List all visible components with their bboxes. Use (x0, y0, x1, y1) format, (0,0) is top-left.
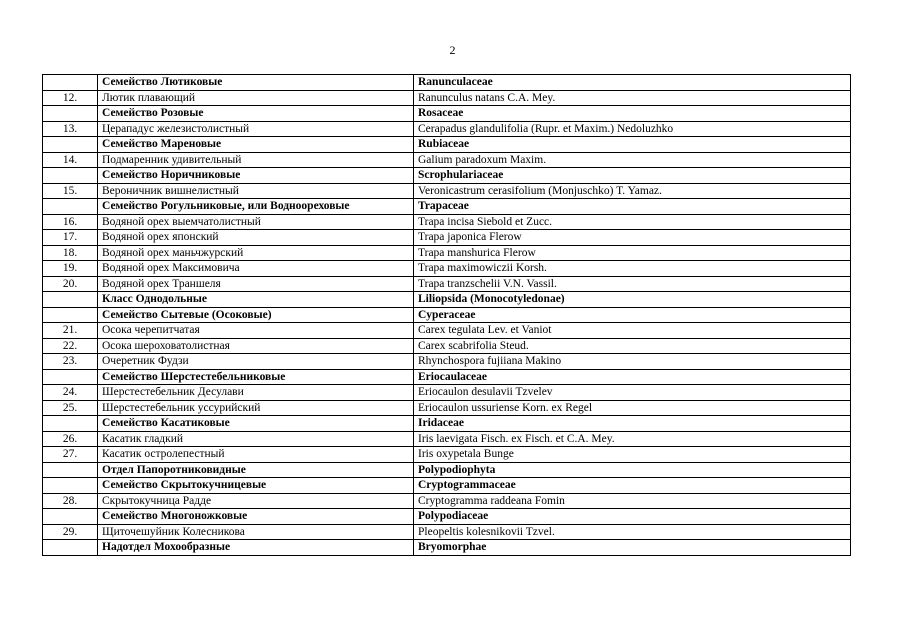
latin-name-cell: Scrophulariaceae (414, 168, 851, 184)
russian-name-cell: Очеретник Фудзи (98, 354, 414, 370)
latin-name-cell: Rhynchospora fujiiana Makino (414, 354, 851, 370)
taxon-group-row (43, 416, 851, 432)
species-table-body (43, 75, 851, 556)
latin-name-cell: Polypodiaceae (414, 509, 851, 525)
russian-name-cell: Класс Однодольные (98, 292, 414, 308)
russian-name-cell: Подмаренник удивительный (98, 152, 414, 168)
russian-name-cell: Семейство Рогульниковые, или Водноореховые (98, 199, 414, 215)
latin-name-cell: Polypodiophyta (414, 462, 851, 478)
russian-name-cell: Скрытокучница Радде (98, 493, 414, 509)
latin-name-cell: Iridaceae (414, 416, 851, 432)
species-row (43, 400, 851, 416)
latin-name-cell: Eriocaulon desulavii Tzvelev (414, 385, 851, 401)
russian-name-cell: Семейство Лютиковые (98, 75, 414, 91)
latin-name-cell: Veronicastrum cerasifolium (Monjuschko) T. Yamaz. (414, 183, 851, 199)
russian-name-cell: Семейство Мареновые (98, 137, 414, 153)
species-row (43, 385, 851, 401)
row-number-cell: 12. (43, 90, 98, 106)
taxon-group-row (43, 478, 851, 494)
russian-name-cell: Водяной орех маньчжурский (98, 245, 414, 261)
row-number-cell (43, 462, 98, 478)
taxon-group-row (43, 462, 851, 478)
latin-name-cell: Trapa japonica Flerow (414, 230, 851, 246)
species-row (43, 276, 851, 292)
species-row (43, 214, 851, 230)
row-number-cell: 20. (43, 276, 98, 292)
taxon-group-row (43, 369, 851, 385)
row-number-cell (43, 307, 98, 323)
latin-name-cell: Cyperaceae (414, 307, 851, 323)
russian-name-cell: Осока шероховатолистная (98, 338, 414, 354)
latin-name-cell: Liliopsida (Monocotyledonae) (414, 292, 851, 308)
latin-name-cell: Iris oxypetala Bunge (414, 447, 851, 463)
latin-name-cell: Ranunculus natans C.A. Mey. (414, 90, 851, 106)
row-number-cell: 24. (43, 385, 98, 401)
row-number-cell (43, 75, 98, 91)
russian-name-cell: Вероничник вишнелистный (98, 183, 414, 199)
species-row (43, 183, 851, 199)
taxon-group-row (43, 137, 851, 153)
species-row (43, 121, 851, 137)
russian-name-cell: Семейство Норичниковые (98, 168, 414, 184)
row-number-cell (43, 292, 98, 308)
latin-name-cell: Trapa tranzschelii V.N. Vassil. (414, 276, 851, 292)
row-number-cell: 17. (43, 230, 98, 246)
latin-name-cell: Cerapadus glandulifolia (Rupr. et Maxim.) Nedoluzhko (414, 121, 851, 137)
latin-name-cell: Trapa incisa Siebold et Zucc. (414, 214, 851, 230)
page-number: 2 (449, 43, 456, 57)
species-row (43, 338, 851, 354)
taxon-group-row (43, 307, 851, 323)
row-number-cell: 15. (43, 183, 98, 199)
row-number-cell (43, 137, 98, 153)
taxon-group-row (43, 509, 851, 525)
row-number-cell: 14. (43, 152, 98, 168)
row-number-cell: 22. (43, 338, 98, 354)
row-number-cell: 23. (43, 354, 98, 370)
russian-name-cell: Семейство Сытевые (Осоковые) (98, 307, 414, 323)
species-row (43, 447, 851, 463)
species-row (43, 323, 851, 339)
row-number-cell (43, 478, 98, 494)
species-row (43, 152, 851, 168)
species-row (43, 230, 851, 246)
latin-name-cell: Trapa maximowiczii Korsh. (414, 261, 851, 277)
russian-name-cell: Касатик гладкий (98, 431, 414, 447)
russian-name-cell: Осока черепитчатая (98, 323, 414, 339)
latin-name-cell: Galium paradoxum Maxim. (414, 152, 851, 168)
species-row (43, 354, 851, 370)
row-number-cell (43, 540, 98, 556)
row-number-cell (43, 106, 98, 122)
latin-name-cell: Iris laevigata Fisch. ex Fisch. et C.A. Mey. (414, 431, 851, 447)
russian-name-cell: Касатик остролепестный (98, 447, 414, 463)
species-row (43, 90, 851, 106)
latin-name-cell: Carex tegulata Lev. et Vaniot (414, 323, 851, 339)
russian-name-cell: Шерстестебельник Десулави (98, 385, 414, 401)
latin-name-cell: Eriocaulaceae (414, 369, 851, 385)
taxon-group-row (43, 199, 851, 215)
taxon-group-row (43, 168, 851, 184)
russian-name-cell: Лютик плавающий (98, 90, 414, 106)
row-number-cell: 25. (43, 400, 98, 416)
taxon-group-row (43, 540, 851, 556)
row-number-cell: 19. (43, 261, 98, 277)
row-number-cell: 16. (43, 214, 98, 230)
row-number-cell (43, 168, 98, 184)
russian-name-cell: Водяной орех Максимовича (98, 261, 414, 277)
species-row (43, 261, 851, 277)
russian-name-cell: Семейство Скрытокучницевые (98, 478, 414, 494)
row-number-cell: 26. (43, 431, 98, 447)
latin-name-cell: Trapa manshurica Flerow (414, 245, 851, 261)
russian-name-cell: Семейство Розовые (98, 106, 414, 122)
row-number-cell: 28. (43, 493, 98, 509)
species-row (43, 493, 851, 509)
russian-name-cell: Отдел Папоротниковидные (98, 462, 414, 478)
latin-name-cell: Eriocaulon ussuriense Korn. ex Regel (414, 400, 851, 416)
russian-name-cell: Водяной орех Траншеля (98, 276, 414, 292)
species-row (43, 431, 851, 447)
latin-name-cell: Ranunculaceae (414, 75, 851, 91)
russian-name-cell: Водяной орех японский (98, 230, 414, 246)
latin-name-cell: Carex scabrifolia Steud. (414, 338, 851, 354)
row-number-cell: 21. (43, 323, 98, 339)
latin-name-cell: Trapaceae (414, 199, 851, 215)
latin-name-cell: Bryomorphae (414, 540, 851, 556)
russian-name-cell: Водяной орех выемчатолистный (98, 214, 414, 230)
row-number-cell: 27. (43, 447, 98, 463)
russian-name-cell: Церападус железистолистный (98, 121, 414, 137)
russian-name-cell: Семейство Касатиковые (98, 416, 414, 432)
species-table (42, 74, 851, 556)
taxon-group-row (43, 75, 851, 91)
russian-name-cell: Щиточешуйник Колесникова (98, 524, 414, 540)
latin-name-cell: Rosaceae (414, 106, 851, 122)
row-number-cell: 13. (43, 121, 98, 137)
row-number-cell: 18. (43, 245, 98, 261)
taxon-group-row (43, 292, 851, 308)
row-number-cell (43, 509, 98, 525)
row-number-cell (43, 199, 98, 215)
species-row (43, 245, 851, 261)
latin-name-cell: Rubiaceae (414, 137, 851, 153)
latin-name-cell: Cryptogrammaceae (414, 478, 851, 494)
species-row (43, 524, 851, 540)
latin-name-cell: Cryptogramma raddeana Fomin (414, 493, 851, 509)
russian-name-cell: Семейство Шерстестебельниковые (98, 369, 414, 385)
row-number-cell (43, 416, 98, 432)
russian-name-cell: Надотдел Мохообразные (98, 540, 414, 556)
row-number-cell (43, 369, 98, 385)
russian-name-cell: Шерстестебельник уссурийский (98, 400, 414, 416)
row-number-cell: 29. (43, 524, 98, 540)
russian-name-cell: Семейство Многоножковые (98, 509, 414, 525)
taxon-group-row (43, 106, 851, 122)
latin-name-cell: Pleopeltis kolesnikovii Tzvel. (414, 524, 851, 540)
